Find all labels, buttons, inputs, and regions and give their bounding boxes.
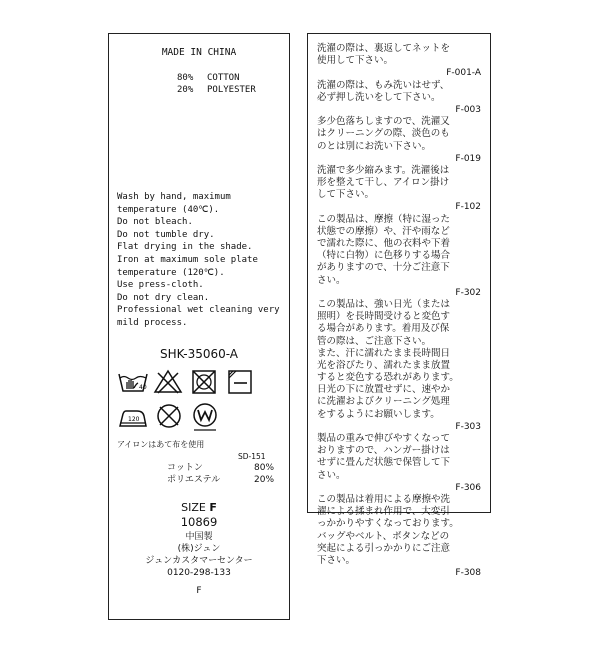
bottom-mark: F — [196, 586, 202, 596]
composition-en-2-pct: 20% — [177, 85, 194, 95]
care-line: mild process. — [117, 317, 188, 328]
care-jp-line: 洗濯の際は、裏返してネットを — [317, 43, 451, 54]
hand-wash-icon — [117, 369, 149, 395]
care-jp-line: る場合があります。着用及び保 — [317, 323, 450, 335]
care-jp-line: 濯による揉まれ作用で、大変引 — [317, 506, 450, 518]
size-value: F — [209, 501, 217, 514]
sd-code: SD-151 — [238, 452, 266, 461]
care-jp-line: 照明）を長時間受けると変色す — [317, 311, 451, 323]
care-jp-line: っかかりやすくなっております。 — [317, 518, 459, 530]
care-line: Wash by hand, maximum — [117, 192, 231, 202]
care-code: F-303 — [455, 421, 481, 432]
care-jp-line: に洗濯およびクリーニング処理 — [317, 396, 450, 408]
care-code: F-019 — [455, 153, 481, 164]
care-jp-line: 多少色落ちしますので、洗濯又 — [317, 116, 450, 128]
care-jp-line: 光を浴びたり、濡れたまま放置 — [317, 359, 451, 371]
care-jp-line: がありますので、十分ご注意下 — [317, 262, 450, 274]
care-jp-line: さい。 — [317, 469, 346, 481]
care-code: F-308 — [455, 568, 481, 579]
care-line: Professional wet cleaning very — [117, 305, 280, 316]
care-jp-line: 必ず押し洗いをして下さい。 — [317, 91, 441, 103]
care-code: F-102 — [455, 202, 481, 213]
care-jp-line: せずに畳んだ状態で保管して下 — [317, 457, 451, 469]
care-line: Use press-cloth. — [117, 280, 204, 291]
model-number: SHK-35060-A — [159, 347, 239, 361]
iron-temp: 120 — [128, 416, 140, 423]
product-number: 10869 — [180, 515, 218, 529]
iron-note: アイロンはあて布を使用 — [117, 440, 205, 449]
care-jp-line: はクリーニングの際、淡色のも — [317, 128, 450, 140]
composition-jp-2-fiber: ポリエステル — [167, 475, 221, 485]
care-jp-line: 突起による引っかかりにご注意 — [317, 542, 451, 554]
care-jp-line: バッグやベルト、ボタンなどの — [317, 530, 450, 542]
wash-temp: 40 — [139, 384, 147, 391]
care-code: F-003 — [455, 104, 481, 115]
size-row — [109, 501, 289, 514]
care-jp-line: 下さい。 — [317, 554, 356, 566]
customer-center: ジュンカスタマーセンター — [145, 556, 253, 566]
care-jp-line: この製品は、強い日光（または — [317, 298, 451, 310]
care-jp-line: この製品は、摩擦（特に湿った — [317, 213, 451, 225]
care-line: temperature (120℃). — [117, 267, 225, 278]
composition-en-1-pct: 80% — [177, 73, 194, 83]
care-jp-line: 使用して下さい。 — [317, 55, 394, 67]
care-jp-line: この製品は着用による摩擦や洗 — [317, 493, 451, 505]
care-jp-line: して下さい。 — [317, 189, 375, 201]
care-line: Iron at maximum sole plate — [117, 254, 258, 265]
no-tumble-dry-icon — [191, 369, 217, 395]
phone-number: 0120-298-133 — [167, 568, 231, 578]
care-instructions-jp — [317, 43, 481, 579]
composition-en-1-fiber: COTTON — [207, 73, 240, 83]
company-name: (株)ジュン — [177, 544, 221, 554]
care-line: temperature (40℃). — [117, 204, 220, 215]
care-jp-line: 洗濯で多少縮みます。洗濯後は — [317, 164, 450, 176]
composition-jp-1-pct: 80% — [254, 463, 275, 473]
care-jp-line: また、汗に濡れたまま長時間日 — [317, 347, 451, 359]
care-jp-line: 洗濯の際は、もみ洗いはせず、 — [317, 79, 450, 91]
care-jp-line: すると変色する恐れがあります。 — [317, 372, 459, 384]
flat-dry-shade-icon — [227, 369, 253, 395]
size-label: SIZE — [181, 501, 206, 514]
origin-text: MADE IN CHINA — [161, 47, 237, 58]
care-jp-line: で濡れた際に、他の衣料や下着 — [317, 238, 451, 249]
composition-jp-2-pct: 20% — [254, 475, 275, 485]
care-jp-line: おりますので、ハンガー掛けは — [317, 445, 450, 457]
care-line: Do not tumble dry. — [117, 229, 215, 240]
wet-clean-icon — [191, 402, 219, 432]
composition-en-2-fiber: POLYESTER — [207, 85, 256, 95]
composition-jp-1-fiber: コットン — [167, 463, 203, 473]
no-dry-clean-icon — [155, 402, 183, 430]
care-label-right — [307, 33, 491, 579]
care-line: Flat drying in the shade. — [117, 242, 253, 253]
care-jp-line: 日光の下に放置せずに、速やか — [317, 384, 451, 396]
care-jp-line: をするようにお願いします。 — [317, 408, 440, 420]
care-code: F-001-A — [446, 68, 481, 79]
care-label-left — [108, 33, 290, 620]
care-line: Do not bleach. — [117, 217, 193, 228]
care-jp-line: 管の際は、ご注意下さい。 — [317, 335, 432, 347]
no-bleach-icon — [153, 369, 183, 395]
care-jp-line: さい。 — [317, 274, 346, 286]
care-code: F-302 — [455, 287, 481, 298]
care-code: F-306 — [455, 482, 481, 493]
care-line: Do not dry clean. — [117, 292, 210, 303]
care-jp-line: のとは別にお洗い下さい。 — [317, 140, 432, 152]
iron-low-icon — [117, 404, 149, 430]
care-jp-line: 製品の重みで伸びやすくなって — [317, 433, 451, 444]
care-jp-line: 状態での摩擦）や、汗や雨など — [317, 225, 450, 237]
care-instructions-en — [117, 191, 280, 330]
care-jp-line: 形を整えて干し、アイロン掛け — [317, 177, 450, 189]
care-jp-line: （特に白物）に色移りする場合 — [317, 250, 451, 262]
made-in-jp: 中国製 — [185, 532, 213, 542]
